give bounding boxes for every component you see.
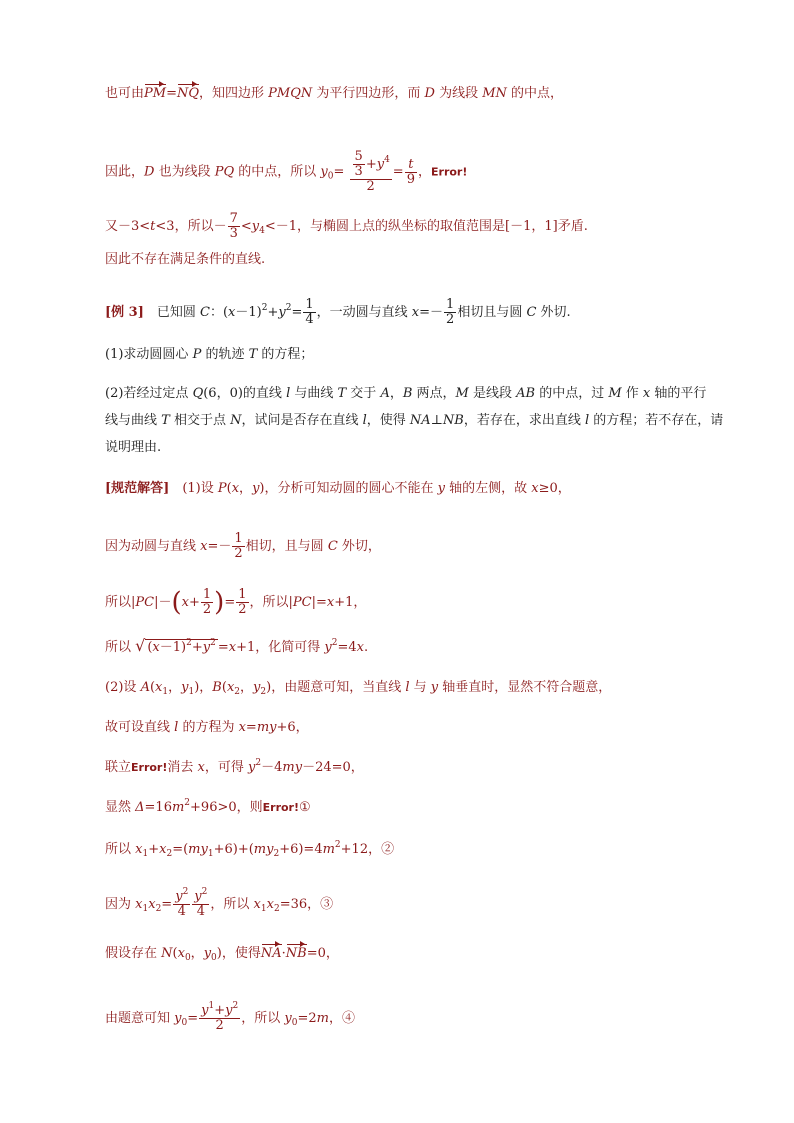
question-2-line-2: 线与曲线 T 相交于点 N，试问是否存在直线 l，使得 NA⊥NB，若存在，求出直线 l 的方程；若不存在，请 — [105, 413, 724, 428]
solution-line-eq: 故可设直线 l 的方程为 x=my+6， — [105, 720, 309, 735]
solution-simplify: 所以 √ $(x-1)^2+y^2 =x+1$，化简可得 $y^2=4x$. — [105, 636, 369, 655]
question-2-line-1: (2)若经过定点 Q(6，0)的直线 l 与曲线 T 交于 A，B 两点，M 是线段 AB 的中点，过 M 作 x 轴的平行 — [105, 386, 707, 401]
solution-part2-setup: (2)设 $A(x_1$，$y_1$)，$B(x_2$，$y_2$)，由题意可知，当直线 l 与 y 轴垂直时，显然不符合题意， — [105, 680, 612, 697]
solution-distance: 所以|PC|－(x+ $\frac{1}{2}$ )= $\frac{1}{2}$ ，所以|PC|=x+1， — [105, 587, 367, 618]
solution-discriminant: 显然 $\Delta=16m^2+96>0$，则Error!① — [105, 798, 311, 815]
line-midpoint-pq: 因此，D 也为线段 PQ 的中点，所以 $y_0=$ $\frac{5}{3}$ $+y^4$ 2 = $\frac{t}{9}$ ，Error! — [105, 149, 468, 194]
fraction-y0: $\frac{5}{3}$ $+y^4$ 2 — [350, 150, 392, 194]
question-2-line-3: 说明理由. — [105, 440, 162, 455]
solution-assume-n: 假设存在 $N(x_0$，$y_0$)，使得NA·NB=0， — [105, 946, 339, 963]
error-marker: Error! — [262, 801, 300, 814]
line-contradiction: 又－3<t<3，所以－ $\frac{7}{3}$ $<y_4<-1$，与椭圆上点的纵坐标的取值范围是[－1，1]矛盾. — [105, 211, 588, 241]
solution-sum: 所以 $x_1+x_2=(my_1+6)+(my_2+6)=4m^2+12$，② — [105, 840, 395, 859]
line-no-line: 因此不存在满足条件的直线. — [105, 252, 266, 267]
solution-eliminate: 联立Error!消去 x，可得 $y^2-4my-24=0$， — [105, 758, 364, 775]
solution-y0: 由题意可知 $y_0=$ $\frac{y^1+y^2}{2}$ ，所以 $y_0=2m$，④ — [105, 1001, 355, 1033]
solution-tangent: 因为动圆与直线 x=－ $\frac{1}{2}$ 相切，且与圆 C 外切， — [105, 531, 381, 561]
error-marker: Error! — [431, 165, 468, 179]
error-marker: Error! — [131, 761, 168, 774]
solution-product: 因为 $x_1x_2=$ $\frac{y^2}{4}$ $\frac{y^2}{4}$ ，所以 $x_1x_2=36$，③ — [105, 887, 334, 919]
solution-intro: [规范解答] (1)设 P(x，y)，分析可知动圆的圆心不能在 y 轴的左侧，故 x≥0， — [105, 481, 571, 496]
line-parallelogram: 也可由PM=NQ，知四边形 PMQN 为平行四边形，而 D 为线段 MN 的中点， — [105, 86, 564, 101]
example-3-statement: [例 3] 已知圆 C：$(x-1)^2+y^2=$ $\frac{1}{4}$ ，一动圆与直线 x=－ $\frac{1}{2}$ 相切且与圆 C 外切. — [105, 297, 571, 327]
question-1: (1)求动圆圆心 P 的轨迹 T 的方程； — [105, 347, 314, 362]
